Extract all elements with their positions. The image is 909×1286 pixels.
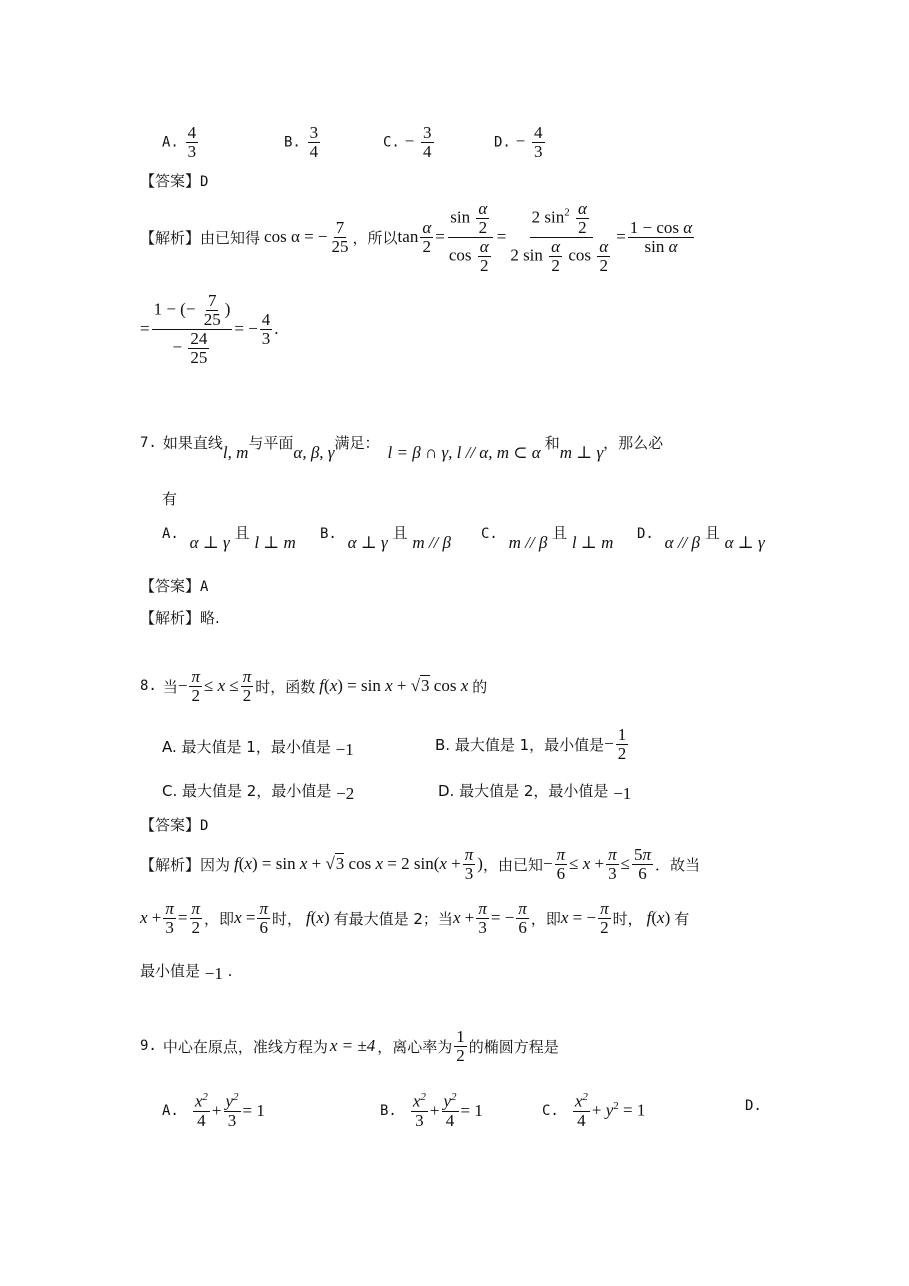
- q8-option-b: B. 最大值是 1，最小值是 − $\frac{1}{2}$: [435, 725, 627, 763]
- q9-option-b: B. $\frac{x^2}{3}$ + $\frac{y^2}{4}$ = 1: [380, 1091, 483, 1130]
- q6-analysis-line1: 【解析】 由已知得 cos α = − $\frac{7}{25}$ ，所以 tan $\frac{\alpha}{2}$ = sin $\frac{\alpha}{2}$ cos $\frac{\alpha}{2}$ = 2 $\sin^2$ $\frac{\alpha}{2}$ 2 sin $\frac{\alpha}{2}$ cos $\frac{\alpha}{2}$ = $\frac{\text{1 − cos α}}{\text{sin α}}$: [140, 199, 693, 275]
- fraction: $\frac{4}{3}$: [187, 123, 197, 161]
- q8-analysis-line2: x + $\frac{\pi}{3}$ = $\frac{\pi}{2}$ ，即 x = $\frac{\pi}{6}$ 时， f(x) 有最大值是 2；当 x + $\frac{\pi}{3}$ = − $\frac{\pi}{6}$ ，即 x = − $\frac{\pi}{2}$ 时， f(x) 有: [140, 899, 690, 937]
- q8-analysis-line1: 【解析】 因为 f(x) = sin x + √3 cos x = 2 sin(x + $\frac{\pi}{3}$ ) ，由已知 − $\frac{\pi}{6}$ ≤ x + $\frac{\pi}{3}$ ≤ $\frac{5\pi}{6}$ ．故当: [140, 845, 700, 883]
- fraction: $\frac{\pi}{2}$: [600, 899, 609, 937]
- fraction: $\frac{\pi}{3}$: [464, 845, 474, 883]
- q6-option-d: D. − $\frac{4}{3}$: [494, 123, 543, 161]
- fraction: $\frac{y^2}{4}$: [443, 1091, 457, 1130]
- fraction: $\frac{x^2}{3}$: [412, 1091, 426, 1130]
- fraction: $\frac{\pi}{6}$: [556, 845, 566, 883]
- q7-option-b: B. α ⊥ γ 且 m // β: [320, 524, 452, 552]
- fraction: $\frac{3}{4}$: [309, 123, 319, 161]
- q7-option-a: A. α ⊥ γ 且 l ⊥ m: [162, 524, 296, 552]
- fraction: $\frac{\text{1 − cos α}}{\text{sin α}}$: [629, 217, 693, 256]
- q8-option-c: C. 最大值是 2，最小值是 −2: [162, 782, 355, 803]
- q6-option-b: B. $\frac{3}{4}$: [284, 123, 319, 161]
- fraction: $\frac{4}{3}$: [534, 123, 543, 161]
- fraction: $\frac{\pi}{2}$: [191, 667, 200, 705]
- fraction: $\frac{1}{2}$: [617, 725, 627, 763]
- q9-stem: 9. 中心在原点，准线方程为 x = ±4 ，离心率为 $\frac{1}{2}$ 的椭圆方程是: [140, 1027, 559, 1065]
- fraction: $\frac{x^2}{4}$: [574, 1091, 588, 1130]
- fraction: $\frac{3}{4}$: [423, 123, 432, 161]
- fraction: $\frac{\pi}{3}$: [165, 899, 174, 937]
- q8-analysis-line3: 最小值是 −1 .: [140, 962, 233, 983]
- fraction: $\frac{\pi}{6}$: [518, 899, 527, 937]
- q9-option-c: C. $\frac{x^2}{4}$ + $y^2 = 1$: [542, 1091, 646, 1130]
- fraction: 1 − (− $\frac{7}{25}$ ) − $\frac{24}{25}$: [153, 291, 231, 367]
- fraction: sin $\frac{\alpha}{2}$ cos $\frac{\alpha}{2}$: [447, 200, 495, 274]
- q6-option-a: A. $\frac{4}{3}$: [162, 123, 197, 161]
- fraction: $\frac{1}{2}$: [456, 1027, 465, 1065]
- q8-option-a: A. 最大值是 1，最小值是 −1: [162, 738, 354, 759]
- fraction: $\frac{7}{25}$: [331, 217, 349, 256]
- fraction: $\frac{\pi}{3}$: [478, 899, 487, 937]
- q9-option-a: A. $\frac{x^2}{4}$ + $\frac{y^2}{3}$ = 1: [162, 1091, 265, 1130]
- fraction: $\frac{x^2}{4}$: [194, 1091, 208, 1130]
- fraction: $\frac{\alpha}{2}$: [422, 217, 432, 256]
- q7-stem: 7. 如果直线 l, m 与平面 α, β, γ 满足： l = β ∩ γ, l // α, m ⊂ α 和 m ⊥ γ ，那么必: [140, 434, 664, 462]
- fraction: $\frac{4}{3}$: [261, 309, 271, 348]
- q7-answer: 【答案】A: [140, 577, 209, 595]
- q6-analysis-line2: = 1 − (− $\frac{7}{25}$ ) − $\frac{24}{25}$ = − $\frac{4}{3}$ .: [140, 291, 279, 367]
- q8-stem: 8. 当 − $\frac{\pi}{2}$ ≤ x ≤ $\frac{\pi}{2}$ 时，函数 f(x) = sin x + √3 cos x 的: [140, 667, 488, 705]
- q7-analysis: 【解析】略.: [140, 609, 220, 627]
- q6-option-c: C. − $\frac{3}{4}$: [383, 123, 432, 161]
- q6-answer: 【答案】D: [140, 172, 209, 190]
- fraction: $\frac{y^2}{3}$: [225, 1091, 239, 1130]
- q7-option-d: D. α // β 且 α ⊥ γ: [637, 524, 765, 552]
- fraction: $\frac{\pi}{3}$: [608, 845, 617, 883]
- fraction: 2 $\sin^2$ $\frac{\alpha}{2}$ 2 sin $\frac{\alpha}{2}$ cos $\frac{\alpha}{2}$: [510, 199, 609, 275]
- q7-stem-cont: 有: [162, 490, 178, 508]
- q8-option-d: D. 最大值是 2，最小值是 −1: [438, 782, 632, 803]
- q7-option-c: C. m // β 且 l ⊥ m: [481, 524, 614, 552]
- q9-option-d: D.: [745, 1098, 762, 1114]
- fraction: $\frac{5\pi}{6}$: [633, 845, 651, 883]
- fraction: $\frac{\pi}{2}$: [191, 899, 201, 937]
- fraction: $\frac{\pi}{6}$: [259, 899, 268, 937]
- q8-answer: 【答案】D: [140, 816, 209, 834]
- fraction: $\frac{\pi}{2}$: [242, 667, 252, 705]
